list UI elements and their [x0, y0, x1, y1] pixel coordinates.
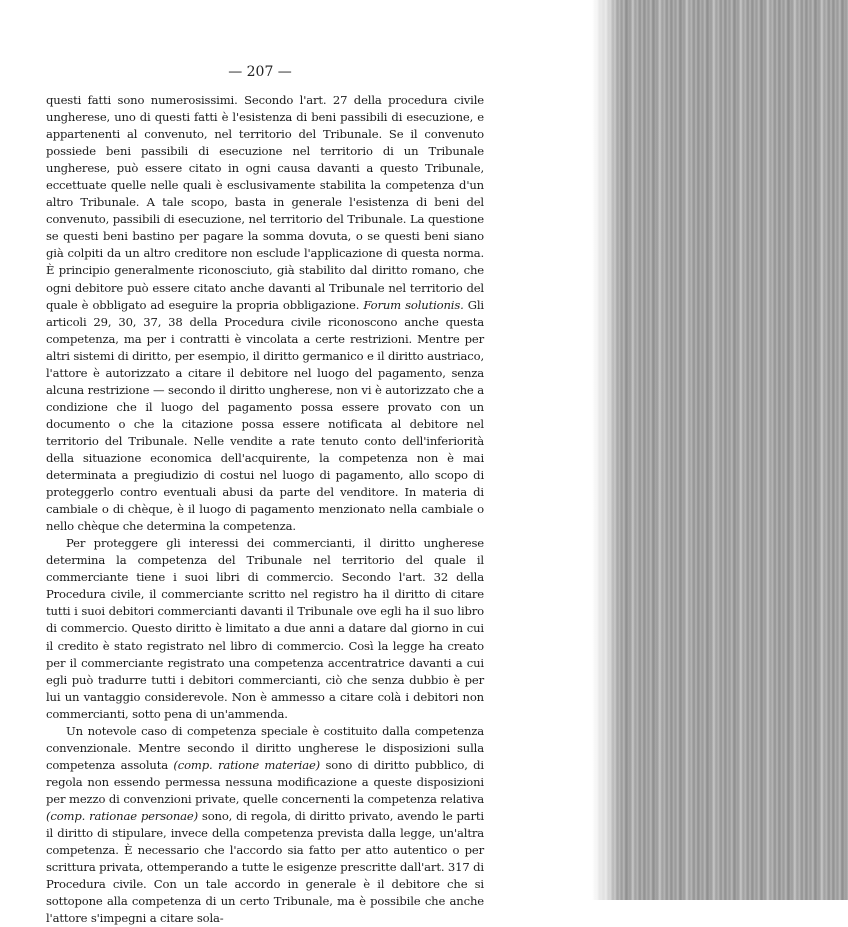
page-number: — 207 — [228, 64, 292, 80]
paragraph-3: Un notevole caso di competenza speciale è costituito dalla competenza convenzionale. Mentre secondo il diritto ungherese le disposizioni sulla competenza assoluta (comp. ratione materiae) sono di diritto pubblico, di regola non essendo permessa nessuna modificazione a queste disposizioni per mezzo di convenzioni private, quelle concernenti la competenza relativa (comp. rationae personae) sono, di regola, di diritto privato, avendo le parti il diritto di stipulare, invece della competenza prevista dalla legge, un'altra competenza. È necessario che l'accordo sia fatto per atto autentico o per scrittura privata, ottemperando a tutte le esigenze prescritte dall'art. 317 di Procedura civile. Con un tale accordo in generale è il debitore che si sottopone alla competenza di un certo Tribunale, ma è possibile che anche l'attore s'impegni a citare sola- [46, 723, 484, 926]
paragraph-1: questi fatti sono numerosissimi. Secondo l'art. 27 della procedura civile ungherese, uno di questi fatti è l'esistenza di beni passibili di esecuzione, e appartenenti al convenuto, nel territorio del Tribunale. Se il convenuto possiede beni passibili di esecuzione nel territorio di un Tribunale ungherese, può essere citato in ogni causa davanti a questo Tribunale, eccettuate quelle nelle quali è esclusivamente stabilita la competenza d'un altro Tribunale. A tale scopo, basta in generale l'esistenza di beni del convenuto, passibili di esecuzione, nel territorio del Tribunale. La questione se questi beni bastino per pagare la somma dovuta, o se questi beni siano già colpiti da un altro creditore non esclude l'applicazione di questa norma. È principio generalmente riconosciuto, già stabilito dal diritto romano, che ogni debitore può essere citato anche davanti al Tribunale nel territorio del quale è obbligato ad eseguire la propria obbligazione. Forum solutionis. Gli articoli 29, 30, 37, 38 della Procedura civile riconoscono anche questa competenza, ma per i contratti è vincolata a certe restrizioni. Mentre per altri sistemi di diritto, per esempio, il diritto germanico e il diritto austriaco, l'attore è autorizzato a citare il debitore nel luogo del pagamento, senza alcuna restrizione — secondo il diritto ungherese, non vi è autorizzato che a condizione che il luogo del pagamento possa essere provato con un documento o che la citazione possa essere notificata al debitore nel territorio del Tribunale. Nelle vendite a rate tenuto conto dell'inferiorità della situazione economica dell'acquirente, la competenza non è mai determinata a pregiudizio di costui nel luogo di pagamento, allo scopo di proteggerlo contro eventuali abusi da parte del venditore. In materia di cambiale o di chèque, è il luogo di pagamento menzionato nella cambiale o nello chèque che determina la competenza. [46, 93, 484, 534]
paragraph-2: Per proteggere gli interessi dei commercianti, il diritto ungherese determina la competenza del Tribunale nel territorio del quale il commerciante tiene i suoi libri di commercio. Secondo l'art. 32 della Procedura civile, il commerciante scritto nel registro ha il diritto di citare tutti i suoi debitori commercianti davanti il Tribunale ove egli ha il suo libro di commercio. Questo diritto è limitato a due anni a datare dal giorno in cui il credito è stato registrato nel libro di commercio. Così la legge ha creato per il commerciante registrato una competenza accentratrice davanti a cui egli può tradurre tutti i debitori commercianti, ciò che senza dubbio è per lui un vantaggio considerevole. Non è ammesso a citare colà i debitori non commercianti, sotto pena di un'ammenda. [46, 536, 484, 721]
italic-phrase: Forum solutionis. [363, 297, 464, 312]
italic-phrase: (comp. rationae personae) [46, 808, 198, 823]
italic-phrase: (comp. ratione materiae) [173, 757, 321, 772]
margin-marks [6, 230, 18, 710]
body-text [46, 92, 484, 927]
page-stack-edge [592, 0, 848, 900]
